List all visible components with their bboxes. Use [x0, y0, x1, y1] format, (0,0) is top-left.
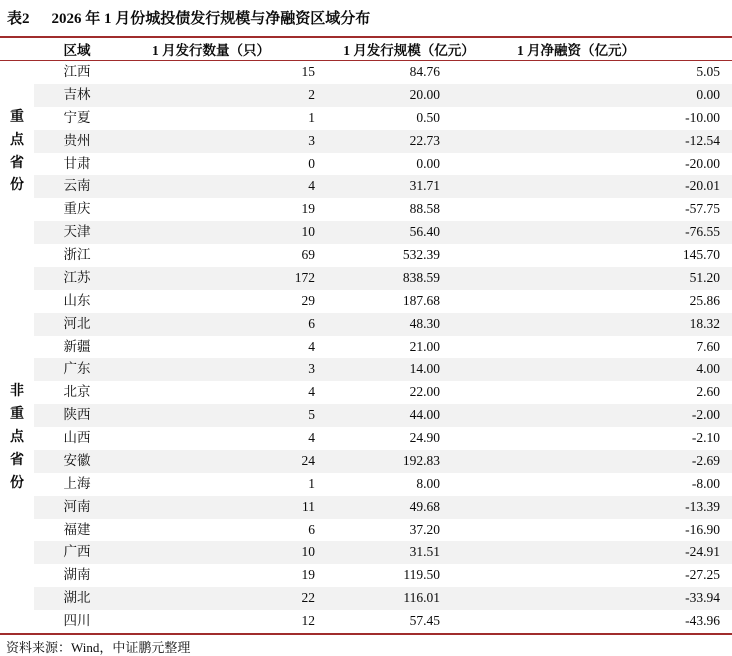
- cell-issue-scale: 187.68: [402, 292, 440, 308]
- cell-net-financing: -2.10: [691, 430, 720, 445]
- cell-net-financing: -27.25: [685, 567, 720, 583]
- cell-issue-count: 24: [120, 450, 318, 473]
- cell-net-financing: 51.20: [500, 267, 732, 290]
- cell-net-financing: 5.05: [696, 64, 720, 79]
- cell-issue-scale: 22.73: [318, 130, 500, 153]
- cell-issue-count: 1: [308, 109, 315, 125]
- row-group-label-char: 份: [10, 178, 24, 194]
- cell-issue-count: 10: [120, 221, 318, 244]
- data-source-note: 资料来源：Wind，中证鹏元整理: [6, 639, 191, 655]
- cell-issue-scale: 84.76: [409, 64, 440, 79]
- cell-issue-count: 3: [120, 358, 318, 381]
- cell-issue-scale: 24.90: [409, 430, 440, 445]
- cell-issue-scale: 48.30: [318, 313, 500, 336]
- table-header: [0, 37, 732, 61]
- cell-region: 陕西: [34, 404, 120, 427]
- cell-issue-count: 3: [120, 130, 318, 153]
- cell-issue-count: 69: [301, 247, 315, 262]
- cell-issue-scale: 31.71: [318, 175, 500, 198]
- cell-region: 山西: [63, 430, 91, 445]
- cell-issue-scale: 20.00: [318, 84, 500, 107]
- cell-net-financing: -43.96: [685, 613, 720, 628]
- header-issue-scale: 1 月发行规模（亿元）: [318, 37, 500, 61]
- row-group-label-char: 省: [10, 452, 24, 468]
- table-row: [0, 61, 732, 84]
- table-row: [0, 519, 732, 542]
- cell-issue-count: 1: [308, 475, 315, 491]
- row-group-label: [0, 61, 34, 245]
- header-region: 区域: [34, 37, 120, 61]
- cell-region: 湖北: [34, 587, 120, 610]
- table-row: [0, 107, 732, 130]
- cell-issue-scale: 116.01: [318, 587, 500, 610]
- table-row: [0, 221, 732, 244]
- cell-net-financing: -24.91: [500, 541, 732, 564]
- cell-issue-scale: 31.51: [318, 541, 500, 564]
- table-body: [0, 61, 732, 634]
- cell-net-financing: -13.39: [500, 496, 732, 519]
- cell-region: 浙江: [63, 247, 91, 262]
- cell-issue-count: 4: [308, 384, 315, 400]
- cell-net-financing: 18.32: [500, 313, 732, 336]
- cell-region: 甘肃: [63, 155, 91, 171]
- header-issue-count: 1 月发行数量（只）: [120, 37, 318, 61]
- cell-region: 宁夏: [63, 109, 91, 125]
- cell-issue-scale: 192.83: [318, 450, 500, 473]
- cell-issue-scale: 21.00: [409, 338, 440, 354]
- table-row: [0, 427, 732, 450]
- table-row: [0, 564, 732, 587]
- cell-net-financing: -8.00: [691, 475, 720, 491]
- cell-net-financing: -20.00: [685, 155, 720, 171]
- cell-issue-count: 29: [301, 292, 315, 308]
- cell-issue-count: 10: [120, 541, 318, 564]
- cell-region: 重庆: [63, 201, 91, 217]
- cell-region: 山东: [63, 292, 91, 308]
- row-group-label-char: 重: [10, 407, 24, 423]
- cell-net-financing: -2.69: [500, 450, 732, 473]
- cell-net-financing: 4.00: [500, 358, 732, 381]
- cell-net-financing: 145.70: [682, 247, 720, 262]
- cell-issue-scale: 57.45: [409, 613, 440, 628]
- table-row: [0, 381, 732, 404]
- table-row: [0, 450, 732, 473]
- cell-net-financing: -16.90: [685, 521, 720, 537]
- row-group-label-char: 点: [10, 430, 24, 445]
- cell-region: 福建: [63, 521, 91, 537]
- cell-region: 吉林: [34, 84, 120, 107]
- cell-issue-count: 4: [308, 338, 315, 354]
- cell-region: 天津: [34, 221, 120, 244]
- row-group-label-char: 点: [10, 132, 24, 148]
- cell-net-financing: 7.60: [696, 338, 720, 354]
- cell-region: 河北: [34, 313, 120, 336]
- cell-issue-count: 19: [301, 567, 315, 583]
- cell-region: 湖南: [63, 567, 91, 583]
- table-row: [0, 587, 732, 610]
- cell-issue-count: 11: [120, 496, 318, 519]
- cell-net-financing: -33.94: [500, 587, 732, 610]
- cell-issue-scale: 119.50: [403, 567, 440, 583]
- cell-issue-scale: 56.40: [318, 221, 500, 244]
- cell-issue-count: 2: [120, 84, 318, 107]
- header-group-spacer: [0, 37, 34, 61]
- cell-issue-scale: 49.68: [318, 496, 500, 519]
- row-group-label-char: 重: [10, 109, 24, 125]
- cell-issue-scale: 0.00: [416, 155, 440, 171]
- table-title: [0, 0, 732, 36]
- table-row: [0, 244, 732, 267]
- cell-issue-scale: 8.00: [416, 475, 440, 491]
- cell-region: 广东: [34, 358, 120, 381]
- table-title-tag: 表2: [7, 11, 30, 27]
- cell-net-financing: -20.01: [500, 175, 732, 198]
- cell-region: 云南: [34, 175, 120, 198]
- cell-issue-scale: 88.58: [409, 201, 440, 217]
- cell-net-financing: 25.86: [689, 292, 720, 308]
- table-row: [0, 290, 732, 313]
- cell-issue-scale: 838.59: [318, 267, 500, 290]
- cell-issue-scale: 22.00: [409, 384, 440, 400]
- cell-issue-scale: 532.39: [402, 247, 440, 262]
- table-row: [0, 404, 732, 427]
- table-row: [0, 336, 732, 359]
- table-title-text: 2026 年 1 月份城投债发行规模与净融资区域分布: [51, 11, 371, 27]
- header-net-financing: 1 月净融资（亿元）: [500, 37, 732, 61]
- table-row: [0, 496, 732, 519]
- cell-issue-count: 22: [120, 587, 318, 610]
- cell-region: 贵州: [34, 130, 120, 153]
- table-row: [0, 610, 732, 634]
- cell-region: 新疆: [63, 338, 91, 354]
- table-row: [0, 267, 732, 290]
- cell-issue-count: 4: [308, 430, 315, 445]
- cell-region: 河南: [34, 496, 120, 519]
- cell-net-financing: 0.00: [500, 84, 732, 107]
- regional-distribution-table: [0, 36, 732, 635]
- cell-issue-count: 6: [308, 521, 315, 537]
- table-row: [0, 541, 732, 564]
- cell-issue-count: 15: [301, 64, 315, 79]
- cell-region: 上海: [63, 475, 91, 491]
- cell-region: 广西: [34, 541, 120, 564]
- table-row: [0, 175, 732, 198]
- cell-region: 江苏: [34, 267, 120, 290]
- table-row: [0, 130, 732, 153]
- cell-net-financing: -2.00: [500, 404, 732, 427]
- cell-region: 北京: [63, 384, 91, 400]
- cell-net-financing: 2.60: [696, 384, 720, 400]
- table-row: [0, 153, 732, 176]
- row-group-label-char: 份: [10, 475, 24, 491]
- row-group-label-char: 省: [10, 155, 24, 171]
- table-row: [0, 84, 732, 107]
- cell-net-financing: -76.55: [500, 221, 732, 244]
- cell-issue-count: 12: [301, 613, 315, 628]
- cell-net-financing: -57.75: [685, 201, 720, 217]
- cell-issue-scale: 14.00: [318, 358, 500, 381]
- cell-region: 江西: [63, 64, 91, 79]
- table-row: [0, 198, 732, 221]
- cell-issue-count: 0: [308, 155, 315, 171]
- table-header-row: [0, 37, 732, 61]
- cell-issue-scale: 44.00: [318, 404, 500, 427]
- cell-issue-scale: 0.50: [416, 109, 440, 125]
- table-row: [0, 313, 732, 336]
- cell-region: 四川: [63, 613, 91, 628]
- cell-issue-count: 5: [120, 404, 318, 427]
- table-row: [0, 473, 732, 496]
- table-row: [0, 358, 732, 381]
- cell-issue-count: 6: [120, 313, 318, 336]
- row-group-label-char: 非: [10, 384, 24, 400]
- cell-issue-scale: 37.20: [409, 521, 440, 537]
- cell-issue-count: 19: [301, 201, 315, 217]
- cell-issue-count: 172: [120, 267, 318, 290]
- cell-net-financing: -12.54: [500, 130, 732, 153]
- cell-region: 安徽: [34, 450, 120, 473]
- cell-issue-count: 4: [120, 175, 318, 198]
- cell-net-financing: -10.00: [685, 109, 720, 125]
- row-group-label: [0, 244, 34, 634]
